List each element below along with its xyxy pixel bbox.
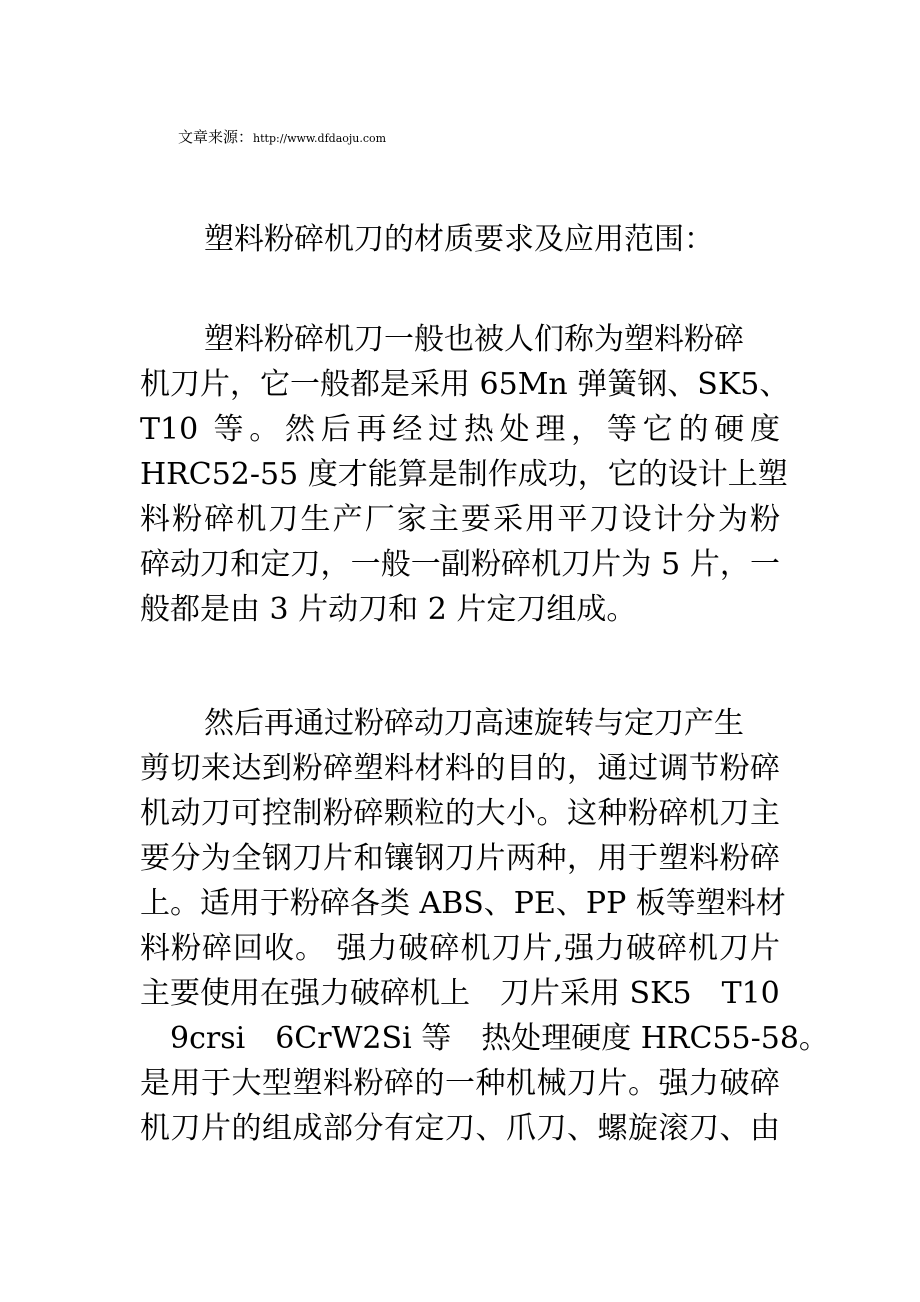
source-line: [178, 126, 386, 147]
paragraph-2-line-5: 上。适用于粉碎各类 ABS、PE、PP 板等塑料材: [140, 886, 786, 921]
paragraph-1-line-5: 料粉碎机刀生产厂家主要采用平刀设计分为粉: [140, 502, 780, 537]
paragraph-1-line-4: HRC52-55 度才能算是制作成功，它的设计上塑: [140, 457, 788, 492]
paragraph-1-line-7: 般都是由 3 片动刀和 2 片定刀组成。: [140, 592, 637, 627]
paragraph-1-line-6: 碎动刀和定刀，一般一副粉碎机刀片为 5 片，一: [140, 547, 780, 582]
paragraph-1-line-3: T10 等。然后再经过热处理，等它的硬度: [140, 412, 780, 447]
paragraph-2-line-6: 料粉碎回收。 强力破碎机刀片,强力破碎机刀片: [140, 931, 780, 966]
paragraph-1-line-2: 机刀片，它一般都是采用 65Mn 弹簧钢、SK5、: [140, 367, 790, 402]
paragraph-2-line-1: 然后再通过粉碎动刀高速旋转与定刀产生: [204, 706, 744, 741]
paragraph-1-line-1: 塑料粉碎机刀一般也被人们称为塑料粉碎: [204, 322, 744, 357]
paragraph-2-line-2: 剪切来达到粉碎塑料材料的目的，通过调节粉碎: [140, 751, 780, 786]
article-title: 塑料粉碎机刀的材质要求及应用范围：: [204, 222, 714, 257]
paragraph-2-line-7: 主要使用在强力破碎机上 刀片采用 SK5 T10: [140, 976, 780, 1011]
paragraph-2-line-4: 要分为全钢刀片和镶钢刀片两种，用于塑料粉碎: [140, 841, 780, 876]
paragraph-2-line-10: 机刀片的组成部分有定刀、爪刀、螺旋滚刀、由: [140, 1111, 780, 1146]
paragraph-2-line-3: 机动刀可控制粉碎颗粒的大小。这种粉碎机刀主: [140, 796, 780, 831]
paragraph-2-line-9: 是用于大型塑料粉碎的一种机械刀片。强力破碎: [140, 1066, 780, 1101]
source-label: 文章来源：: [178, 128, 254, 146]
paragraph-2-line-8: 9crsi 6CrW2Si 等 热处理硬度 HRC55-58。: [140, 1021, 829, 1056]
source-url[interactable]: http://www.dfdaoju.com: [253, 132, 387, 145]
